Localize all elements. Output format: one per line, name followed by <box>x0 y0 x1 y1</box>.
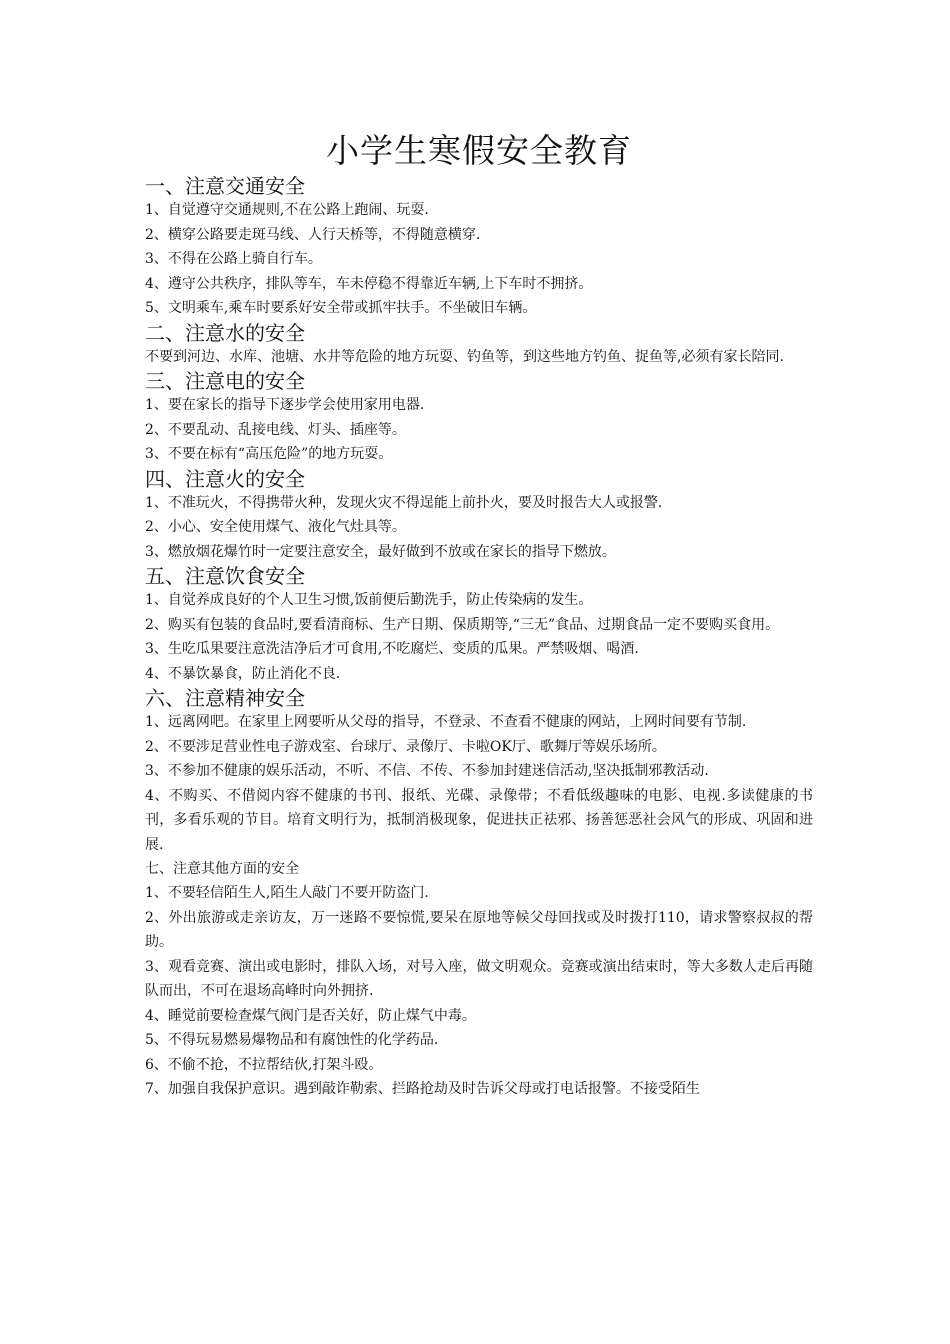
section-3 <box>145 369 813 467</box>
section-item: 2、小心、安全使用煤气、液化气灶具等。 <box>145 519 406 535</box>
section-1 <box>145 174 813 321</box>
section-heading: 三、注意电的安全 <box>145 369 305 393</box>
section-4 <box>145 467 813 565</box>
section-item: 4、不暴饮暴食，防止消化不良. <box>145 665 341 682</box>
section-item: 5、文明乘车,乘车时要系好安全带或抓牢扶手。不坐破旧车辆。 <box>145 300 537 316</box>
section-item: 1、自觉养成良好的个人卫生习惯,饭前便后勤洗手，防止传染病的发生。 <box>145 592 593 608</box>
section-item: 3、不要在标有“高压危险”的地方玩耍。 <box>145 446 393 462</box>
section-item: 2、不要乱动、乱接电线、灯头、插座等。 <box>145 421 406 438</box>
section-2 <box>145 321 813 370</box>
section-item: 4、遵守公共秩序，排队等车，车未停稳不得靠近车辆,上下车时不拥挤。 <box>145 275 593 292</box>
document-page <box>145 128 813 1102</box>
section-item: 4、睡觉前要检查煤气阀门是否关好，防止煤气中毒。 <box>145 1007 476 1024</box>
section-item: 1、不准玩火，不得携带火种，发现火灾不得逞能上前扑火，要及时报告大人或报警. <box>145 494 663 511</box>
section-item: 6、不偷不抢，不拉帮结伙,打架斗殴。 <box>145 1056 383 1073</box>
section-item: 1、自觉遵守交通规则,不在公路上跑闹、玩耍. <box>145 202 429 218</box>
section-heading: 七、注意其他方面的安全 <box>145 861 299 877</box>
section-item: 5、不得玩易燃易爆物品和有腐蚀性的化学药品. <box>145 1032 439 1048</box>
sections-container <box>145 174 813 1102</box>
section-item: 3、不参加不健康的娱乐活动，不听、不信、不传、不参加封建迷信活动,坚决抵制邪教活动. <box>145 763 709 779</box>
section-item: 1、远离网吧。在家里上网要听从父母的指导，不登录、不查看不健康的网站，上网时间要有节制. <box>145 714 747 730</box>
section-7 <box>145 857 813 1102</box>
section-heading: 六、注意精神安全 <box>145 686 305 710</box>
section-item: 2、不要涉足营业性电子游戏室、台球厅、录像厅、卡啦OK厅、歌舞厅等娱乐场所。 <box>145 738 666 755</box>
document-title: 小学生寒假安全教育 <box>326 131 632 170</box>
section-item: 不要到河边、水库、池塘、水井等危险的地方玩耍、钓鱼等，到这些地方钓鱼、捉鱼等,必须有家长陪同. <box>145 348 784 365</box>
section-5 <box>145 564 813 686</box>
section-heading: 二、注意水的安全 <box>145 320 305 345</box>
section-heading: 五、注意饮食安全 <box>145 564 305 588</box>
section-item: 2、购买有包装的食品时,要看清商标、生产日期、保质期等,“三无”食品、过期食品一定不要购买食用。 <box>145 616 780 633</box>
section-item: 3、生吃瓜果要注意洗洁净后才可食用,不吃腐烂、变质的瓜果。严禁吸烟、喝酒. <box>145 641 639 657</box>
section-heading: 一、注意交通安全 <box>145 174 305 198</box>
section-item: 4、不购买、不借阅内容不健康的书刊、报纸、光碟、录像带；不看低级趣味的电影、电视.多读健康的书刊，多看乐观的节目。培育文明行为，抵制消极现象，促进扶正祛邪、扬善惩恶社会风气的形成、巩固和进展. <box>145 787 813 853</box>
section-item: 1、要在家长的指导下逐步学会使用家用电器. <box>145 397 425 413</box>
section-6 <box>145 686 813 857</box>
section-heading: 四、注意火的安全 <box>145 466 305 491</box>
section-item: 7、加强自我保护意识。遇到敲诈勒索、拦路抢劫及时告诉父母或打电话报警。不接受陌生 <box>145 1081 700 1097</box>
section-item: 2、横穿公路要走斑马线、人行天桥等，不得随意横穿. <box>145 226 481 243</box>
section-item: 1、不要轻信陌生人,陌生人敲门不要开防盗门. <box>145 885 429 901</box>
section-item: 3、燃放烟花爆竹时一定要注意安全，最好做到不放或在家长的指导下燃放。 <box>145 543 616 560</box>
section-item: 3、不得在公路上骑自行车。 <box>145 251 322 267</box>
section-item: 3、观看竞赛、演出或电影时，排队入场，对号入座，做文明观众。竞赛或演出结束时，等大多数人走后再随队而出，不可在退场高峰时向外拥挤. <box>145 958 813 999</box>
section-item: 2、外出旅游或走亲访友，万一迷路不要惊慌,要呆在原地等候父母回找或及时拨打110，请求警察叔叔的帮助。 <box>145 909 813 950</box>
